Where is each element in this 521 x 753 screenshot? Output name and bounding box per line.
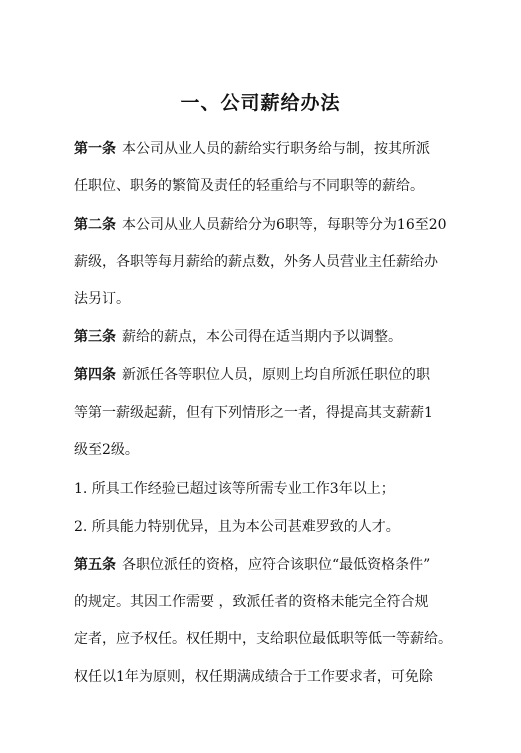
line-text: 任职位、职务的繁简及责任的轻重给与不同职等的薪给。 — [74, 178, 424, 194]
line-text: 定者，应予权任。权任期中，支给职位最低职等低一等薪给。 — [74, 631, 452, 647]
article-label: 第五条 — [74, 557, 116, 573]
article-3-line-1 — [74, 327, 464, 347]
article-4-line-2 — [74, 403, 464, 423]
article-5-line-1 — [74, 555, 464, 575]
line-text: 各职位派任的资格，应符合该职位“最低资格条件” — [122, 557, 431, 573]
article-1-line-1 — [74, 139, 464, 159]
line-text: 1. 所具工作经验已超过该等所需专业工作3年以上； — [74, 481, 395, 497]
line-text: 新派任各等职位人员，原则上均自所派任职位的职 — [122, 367, 430, 383]
article-2-line-1 — [74, 215, 464, 235]
line-text: 权任以1年为原则，权任期满成绩合于工作要求者，可免除 — [74, 669, 433, 685]
article-5-line-4 — [74, 667, 464, 687]
article-5-line-2 — [74, 592, 464, 612]
line-text: 本公司从业人员的薪给实行职务给与制，按其所派 — [122, 141, 430, 157]
list-item-2 — [74, 517, 464, 537]
article-label: 第一条 — [74, 141, 116, 157]
article-2-line-3 — [74, 289, 464, 309]
article-1-line-2 — [74, 176, 464, 196]
line-text: 的规定。其因工作需要 ，致派任者的资格未能完全符合规 — [74, 594, 429, 610]
line-text: 薪级，各职等每月薪给的薪点数，外务人员营业主任薪给办 — [74, 254, 438, 270]
line-text: 本公司从业人员薪给分为6职等，每职等分为16至20 — [122, 217, 447, 233]
article-label: 第三条 — [74, 329, 116, 345]
article-label: 第二条 — [74, 217, 116, 233]
line-text: 等第一薪级起薪，但有下列情形之一者，得提高其支薪薪1 — [74, 405, 433, 421]
list-item-1 — [74, 479, 464, 499]
article-5-line-3 — [74, 629, 464, 649]
line-text: 2. 所具能力特别优异，且为本公司甚难罗致的人才。 — [74, 519, 400, 535]
document-title: 一、公司薪给办法 — [180, 92, 341, 114]
line-text: 级至2级。 — [74, 442, 139, 458]
article-2-line-2 — [74, 252, 464, 272]
line-text: 薪给的薪点，本公司得在适当期内予以调整。 — [122, 329, 402, 345]
article-label: 第四条 — [74, 367, 116, 383]
article-4-line-1 — [74, 365, 464, 385]
article-4-line-3 — [74, 440, 464, 460]
line-text: 法另订。 — [74, 291, 130, 307]
